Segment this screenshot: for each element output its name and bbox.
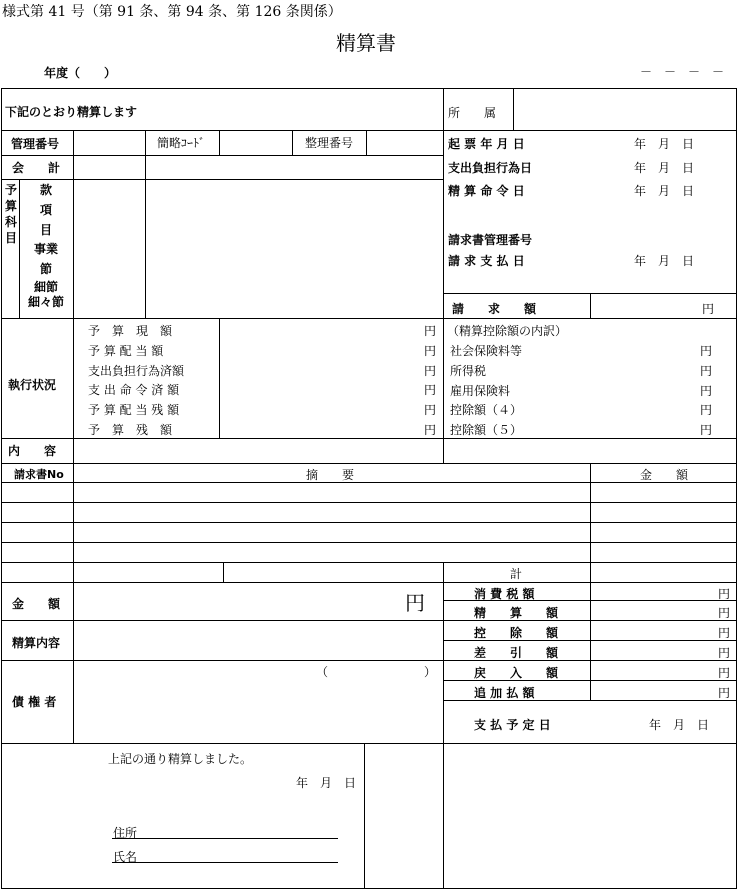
deduction-title: （精算控除額の内訳） — [447, 324, 568, 338]
form-number: 様式第 41 号（第 91 条、第 94 条、第 126 条関係） — [2, 4, 342, 20]
accounting-field[interactable] — [146, 156, 443, 179]
deduction-item: 所得税 — [450, 363, 487, 378]
ref-no-field[interactable] — [367, 131, 443, 155]
tax-item-yen[interactable]: 円 — [718, 646, 731, 660]
address-field[interactable] — [140, 822, 336, 838]
budget-field[interactable] — [146, 180, 443, 318]
date-value[interactable]: 年 月 日 — [634, 137, 695, 151]
execution-row-label: 支 出 命 令 済 額 — [88, 383, 180, 398]
short-code-label: 簡略ｺｰﾄﾞ — [157, 136, 206, 150]
page-title: 精算書 — [336, 31, 396, 55]
amount-header: 金 額 — [640, 468, 689, 482]
stamp-area[interactable] — [444, 744, 736, 888]
yen-unit[interactable]: 円 — [424, 324, 437, 338]
tax-item-label: 追 加 払 額 — [474, 686, 535, 700]
budget-items — [20, 181, 72, 310]
budget-label: 予算科目 — [4, 183, 17, 245]
invoice-mgmt-label: 請求書管理番号 — [448, 233, 533, 247]
yen-unit[interactable]: 円 — [424, 363, 437, 378]
yen-unit[interactable]: 円 — [700, 344, 713, 358]
date-value[interactable]: 年 月 日 — [634, 254, 695, 268]
budget-item: 細節 — [33, 279, 58, 294]
deduction-item: 控除額（５） — [450, 423, 523, 438]
execution-row-label: 予 算 配 当 残 額 — [88, 403, 180, 418]
deduction-list — [450, 342, 522, 441]
date-label: 支出負担行為日 — [448, 161, 533, 175]
date-value[interactable]: 年 月 日 — [634, 161, 695, 175]
yen-unit[interactable]: 円 — [424, 343, 437, 358]
creditor-paren: （ ） — [316, 665, 437, 679]
tax-item-label: 戻 入 額 — [474, 666, 559, 680]
creditor-label: 債 権 者 — [12, 695, 57, 709]
execution-label: 執行状況 — [8, 378, 57, 392]
content-field[interactable] — [74, 439, 737, 463]
tax-item-label: 精 算 額 — [474, 606, 559, 620]
amount-yen[interactable]: 円 — [405, 591, 425, 615]
tax-item-label: 差 引 額 — [474, 646, 559, 660]
yen-unit[interactable]: 円 — [424, 403, 437, 418]
address-label: 住所 — [113, 826, 138, 840]
name-label: 氏名 — [113, 850, 138, 864]
budget-item: 目 — [39, 222, 52, 237]
yen-unit[interactable]: 円 — [700, 383, 713, 398]
budget-item: 細々節 — [27, 294, 64, 309]
footer-date[interactable]: 年 月 日 — [296, 776, 357, 790]
creditor-field[interactable] — [74, 661, 443, 743]
execution-row-label: 予 算 配 当 額 — [88, 343, 164, 358]
execution-row-label: 支出負担行為済額 — [88, 363, 185, 378]
execution-rows — [88, 322, 184, 441]
intro-text: 下記のとおり精算します — [5, 105, 138, 119]
content-label: 内 容 — [8, 444, 57, 458]
ref-no-label: 整理番号 — [305, 136, 354, 150]
billing-amount-label: 請 求 額 — [452, 302, 537, 316]
affiliation-label: 所 属 — [448, 106, 497, 120]
affiliation-field[interactable] — [514, 89, 736, 130]
name-field[interactable] — [140, 846, 336, 862]
invoice-no-header: 請求書No — [14, 468, 64, 481]
mgmt-no-field[interactable] — [74, 131, 145, 155]
tax-item-yen[interactable]: 円 — [718, 606, 731, 620]
settlement-content-field[interactable] — [74, 621, 443, 660]
total-label: 計 — [510, 567, 523, 581]
short-code-field[interactable] — [220, 131, 292, 155]
date-label: 請 求 支 払 日 — [448, 254, 525, 268]
budget-item: 事業 — [33, 242, 58, 257]
billing-amount-yen[interactable]: 円 — [702, 302, 715, 316]
execution-row-label: 予 算 残 額 — [88, 422, 173, 437]
date-value[interactable]: 年 月 日 — [634, 184, 695, 198]
deduction-item: 雇用保険料 — [450, 383, 511, 398]
date-label: 起 票 年 月 日 — [448, 137, 525, 151]
tax-item-yen[interactable]: 円 — [718, 626, 731, 640]
yen-unit[interactable]: 円 — [700, 363, 713, 378]
yen-unit[interactable]: 円 — [424, 422, 437, 437]
mgmt-no-label: 管理番号 — [11, 137, 60, 151]
settlement-content-label: 精算内容 — [12, 636, 61, 650]
budget-item: 節 — [39, 262, 52, 277]
date-label: 精 算 命 令 日 — [448, 184, 525, 198]
summary-header: 摘 要 — [306, 468, 355, 482]
fiscal-year: 年度（ ） — [44, 66, 117, 80]
yen-unit[interactable]: 円 — [700, 403, 713, 418]
tax-item-yen[interactable]: 円 — [718, 666, 731, 680]
yen-unit[interactable]: 円 — [700, 423, 713, 438]
deduction-yen-col — [700, 342, 712, 441]
tax-item-label: 消 費 税 額 — [474, 587, 535, 601]
amount-label: 金 額 — [12, 597, 61, 611]
budget-item: 項 — [39, 202, 52, 217]
tax-item-yen[interactable]: 円 — [718, 587, 731, 601]
yen-unit[interactable]: 円 — [424, 383, 437, 398]
execution-row-label: 予 算 現 額 — [88, 324, 173, 338]
deduction-item: 控除額（４） — [450, 403, 523, 418]
settlement-statement: 上記の通り精算しました。 — [108, 752, 253, 766]
execution-yen-col — [424, 322, 436, 441]
deduction-item: 社会保険料等 — [450, 344, 523, 358]
accounting-label: 会 計 — [12, 161, 61, 175]
tax-item-yen[interactable]: 円 — [718, 686, 731, 700]
payment-date-value[interactable]: 年 月 日 — [649, 718, 710, 732]
payment-date-label: 支 払 予 定 日 — [474, 718, 551, 732]
form-dashes: － － － － — [640, 65, 725, 79]
budget-item: 款 — [39, 183, 52, 197]
tax-item-label: 控 除 額 — [474, 626, 559, 640]
